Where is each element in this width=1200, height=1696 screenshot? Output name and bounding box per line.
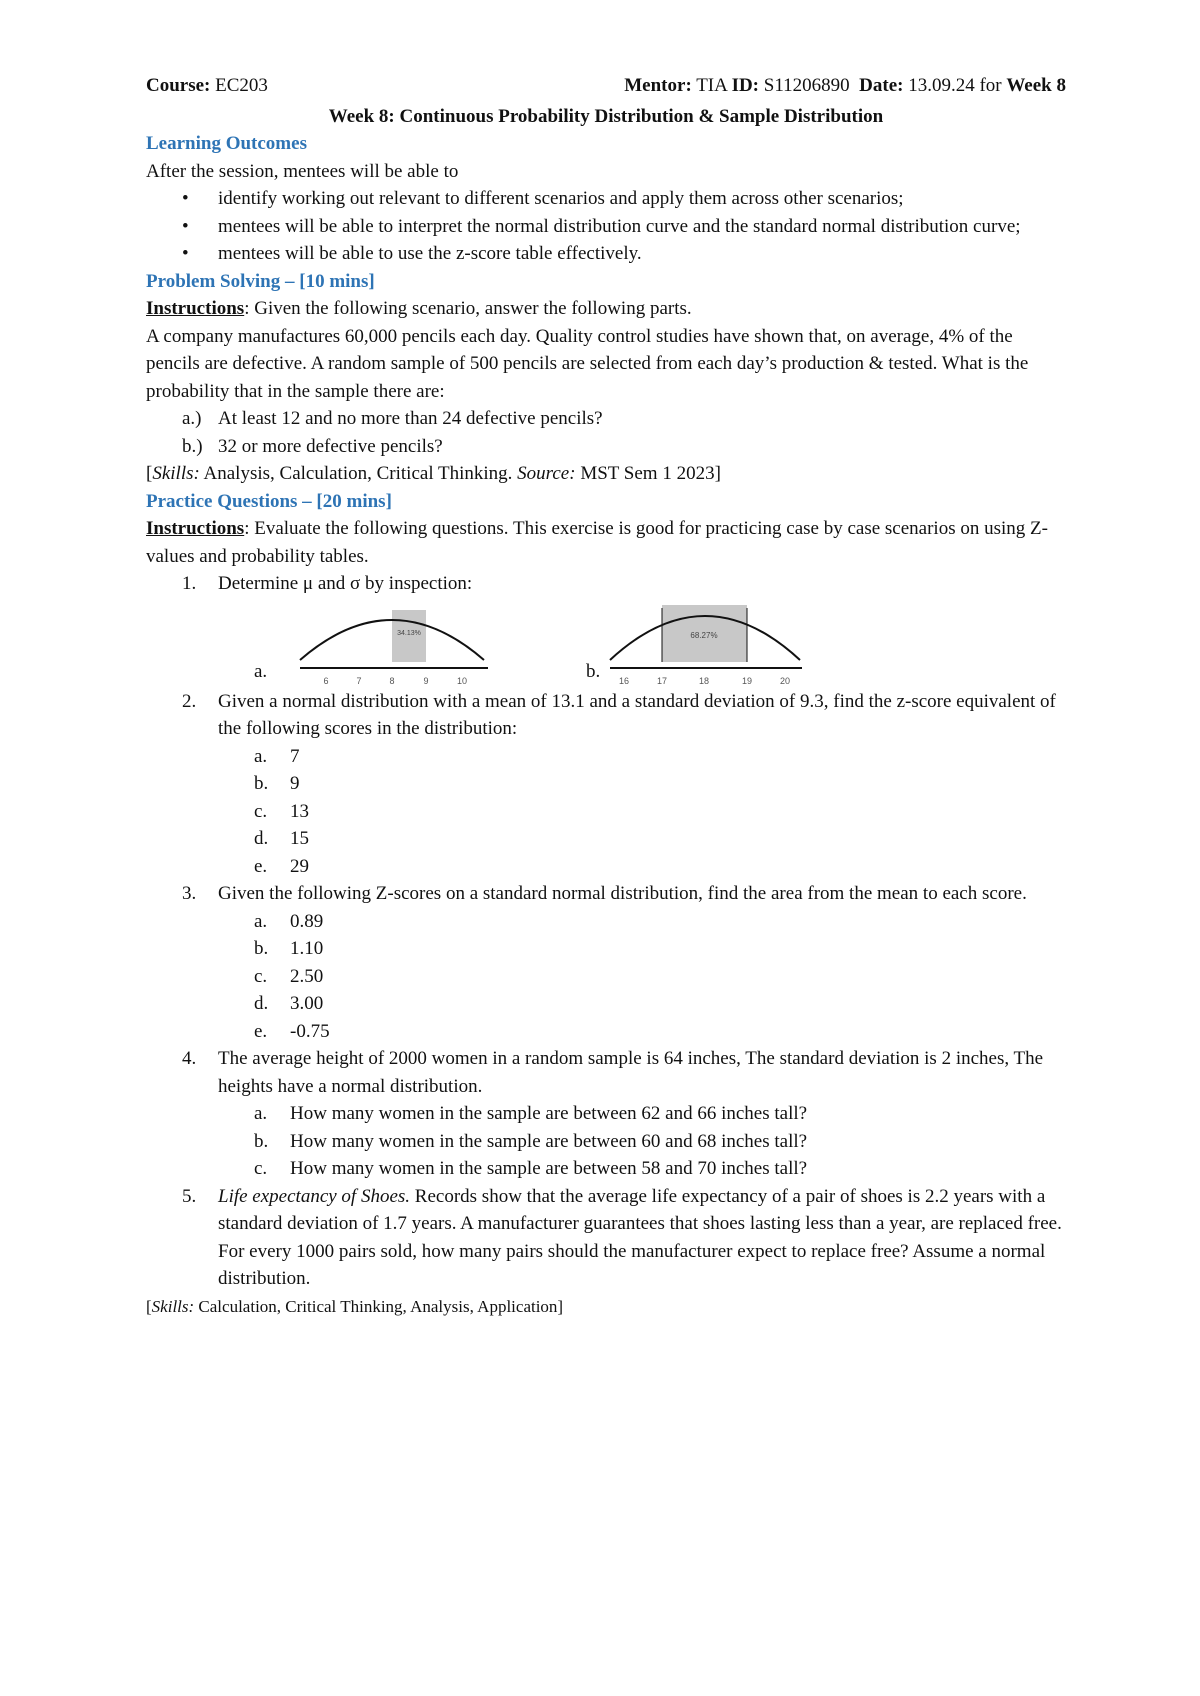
skills-text: Analysis, Calculation, Critical Thinking. bbox=[199, 463, 518, 484]
list-item bbox=[146, 798, 1066, 826]
question-1 bbox=[146, 570, 1066, 598]
mentor-label: Mentor: bbox=[624, 75, 692, 96]
learning-outcomes-list bbox=[146, 185, 1066, 268]
question-4 bbox=[146, 1045, 1066, 1100]
question-lead: Life expectancy of Shoes. bbox=[218, 1185, 411, 1207]
distribution-figures bbox=[146, 598, 1066, 688]
practice-instructions bbox=[146, 515, 1066, 570]
item-label: c. bbox=[254, 965, 268, 987]
skills-open: [ bbox=[146, 1296, 152, 1316]
item-text: 13 bbox=[290, 800, 309, 822]
question-text: Given the following Z-scores on a standard normal distribution, find the area from the mean to each score. bbox=[218, 883, 1027, 904]
figure-a-curve bbox=[292, 598, 512, 688]
problem-scenario: A company manufactures 60,000 pencils each day. Quality control studies have shown that, on average, 4% of the pencils are defective. A random sample of 500 pencils are selected from each day’s production & tested. What is the probability that in the sample there are: bbox=[146, 325, 1029, 402]
item-text: 2.50 bbox=[290, 965, 324, 987]
tick-label: 10 bbox=[456, 675, 468, 686]
skills-label: Skills: bbox=[151, 1296, 195, 1316]
item-text: How many women in the sample are between 58 and 70 inches tall? bbox=[290, 1158, 808, 1179]
item-text: How many women in the sample are between 62 and 66 inches tall? bbox=[290, 1103, 808, 1124]
item-text: At least 12 and no more than 24 defective pencils? bbox=[218, 408, 603, 429]
list-item bbox=[146, 1128, 1066, 1156]
question-5 bbox=[146, 1183, 1066, 1293]
list-item bbox=[146, 433, 1066, 461]
item-text: 3.00 bbox=[290, 993, 324, 1014]
list-item: • mentees will be able to use the z-score table effectively. bbox=[146, 240, 1066, 268]
figure-b-curve bbox=[602, 598, 832, 688]
list-item bbox=[146, 1018, 1066, 1046]
list-item: • identify working out relevant to different scenarios and apply them across other scenarios; bbox=[146, 185, 1066, 213]
learning-outcomes-intro: After the session, mentees will be able to bbox=[146, 160, 459, 182]
question-3 bbox=[146, 880, 1066, 908]
list-item: • mentees will be able to interpret the normal distribution curve and the standard normal distribution curve; bbox=[146, 213, 1066, 241]
question-2 bbox=[146, 688, 1066, 743]
item-text: 1.10 bbox=[290, 938, 324, 959]
list-item bbox=[146, 743, 1066, 771]
learning-outcomes-heading: Learning Outcomes bbox=[146, 133, 307, 154]
skills-text: Calculation, Critical Thinking, Analysis, Application] bbox=[194, 1296, 564, 1316]
item-label: c. bbox=[254, 800, 268, 822]
item-label: b. bbox=[254, 938, 269, 959]
item-label: b.) bbox=[182, 435, 203, 457]
skills-label: Skills: bbox=[152, 463, 200, 484]
mentor-value: TIA bbox=[696, 75, 727, 96]
figure-b-label: b. bbox=[586, 660, 601, 682]
list-item bbox=[146, 990, 1066, 1018]
question-number: 5. bbox=[182, 1185, 197, 1207]
course-value: EC203 bbox=[215, 75, 268, 96]
item-label: e. bbox=[254, 1020, 268, 1042]
tick-label: 6 bbox=[323, 675, 329, 686]
list-item bbox=[146, 1155, 1066, 1183]
problem-skills bbox=[146, 460, 1066, 488]
tick-label: 8 bbox=[389, 675, 395, 686]
item-text: 29 bbox=[290, 855, 309, 877]
item-label: a. bbox=[254, 910, 268, 932]
list-item bbox=[146, 908, 1066, 936]
question-text: Records show that the average life expectancy of a pair of shoes is 2.2 years with a standard deviation of 1.7 years. A manufacturer guarantees that shoes lasting less than a year, are replaced free. For every 1000 pairs sold, how many pairs should the manufacturer expect to replace free? Assume a normal distribution. bbox=[218, 1185, 1062, 1289]
document-page bbox=[146, 72, 1066, 1320]
practice-skills bbox=[146, 1293, 1066, 1321]
item-label: c. bbox=[254, 1158, 268, 1179]
skills-open: [ bbox=[146, 463, 153, 484]
question-text: The average height of 2000 women in a random sample is 64 inches, The standard deviation is 2 inches, The heights have a normal distribution. bbox=[218, 1048, 1044, 1097]
problem-solving-heading: Problem Solving – [10 mins] bbox=[146, 270, 375, 292]
tick-label: 9 bbox=[423, 675, 429, 686]
instructions-text: : Given the following scenario, answer the following parts. bbox=[244, 298, 692, 319]
source-label: Source: bbox=[517, 463, 576, 484]
problem-solving-instructions bbox=[146, 295, 1066, 323]
item-label: a. bbox=[254, 745, 268, 767]
tick-label: 19 bbox=[741, 675, 753, 686]
mentor-info bbox=[624, 72, 1066, 100]
item-text: 32 or more defective pencils? bbox=[218, 435, 443, 457]
instructions-label: Instructions bbox=[146, 298, 245, 319]
question-number: 1. bbox=[182, 573, 197, 594]
question-text: Determine μ and σ by inspection: bbox=[218, 573, 473, 594]
item-text: How many women in the sample are between 60 and 68 inches tall? bbox=[290, 1130, 808, 1152]
date-label: Date: bbox=[859, 75, 904, 96]
item-label: b. bbox=[254, 773, 269, 794]
tick-label: 16 bbox=[618, 675, 630, 686]
instructions-label: Instructions bbox=[146, 518, 245, 539]
item-label: d. bbox=[254, 828, 269, 849]
document-header bbox=[146, 72, 1066, 100]
shade-label: 34.13% bbox=[397, 629, 421, 637]
list-item bbox=[146, 963, 1066, 991]
tick-label: 20 bbox=[779, 675, 791, 686]
source-text: MST Sem 1 2023] bbox=[575, 463, 721, 484]
practice-heading: Practice Questions – [20 mins] bbox=[146, 490, 392, 512]
question-number: 4. bbox=[182, 1048, 197, 1069]
item-text: 0.89 bbox=[290, 910, 324, 932]
question-number: 2. bbox=[182, 690, 197, 712]
list-item bbox=[146, 825, 1066, 853]
list-item bbox=[146, 405, 1066, 433]
item-text: 15 bbox=[290, 828, 309, 849]
date-value: 13.09.24 for bbox=[908, 75, 1002, 96]
page-title: Week 8: Continuous Probability Distribution & Sample Distribution bbox=[328, 105, 884, 127]
tick-label: 17 bbox=[656, 675, 668, 686]
item-text: -0.75 bbox=[290, 1020, 330, 1042]
figure-a-label: a. bbox=[254, 660, 268, 682]
question-number: 3. bbox=[182, 883, 197, 904]
item-text: 9 bbox=[290, 773, 300, 794]
item-label: a. bbox=[254, 1103, 268, 1124]
list-item bbox=[146, 935, 1066, 963]
tick-label: 18 bbox=[698, 675, 710, 686]
item-label: a.) bbox=[182, 408, 202, 429]
course-info bbox=[146, 72, 268, 100]
list-item bbox=[146, 770, 1066, 798]
course-label: Course: bbox=[146, 75, 211, 96]
list-item bbox=[146, 853, 1066, 881]
week-label: Week 8 bbox=[1006, 75, 1066, 96]
shade-label: 68.27% bbox=[690, 630, 718, 640]
problem-parts bbox=[146, 405, 1066, 460]
id-value: S11206890 bbox=[763, 75, 850, 96]
list-item bbox=[146, 1100, 1066, 1128]
item-label: e. bbox=[254, 855, 268, 877]
question-text: Given a normal distribution with a mean of 13.1 and a standard deviation of 9.3, find the z-score equivalent of the following scores in the distribution: bbox=[218, 690, 1056, 739]
tick-label: 7 bbox=[356, 675, 362, 686]
item-text: 7 bbox=[290, 745, 300, 767]
item-label: b. bbox=[254, 1130, 269, 1152]
instructions-text: : Evaluate the following questions. This exercise is good for practicing case by case scenarios on using Z-values and probability tables. bbox=[146, 518, 1048, 567]
item-label: d. bbox=[254, 993, 269, 1014]
id-label: ID: bbox=[731, 75, 760, 96]
